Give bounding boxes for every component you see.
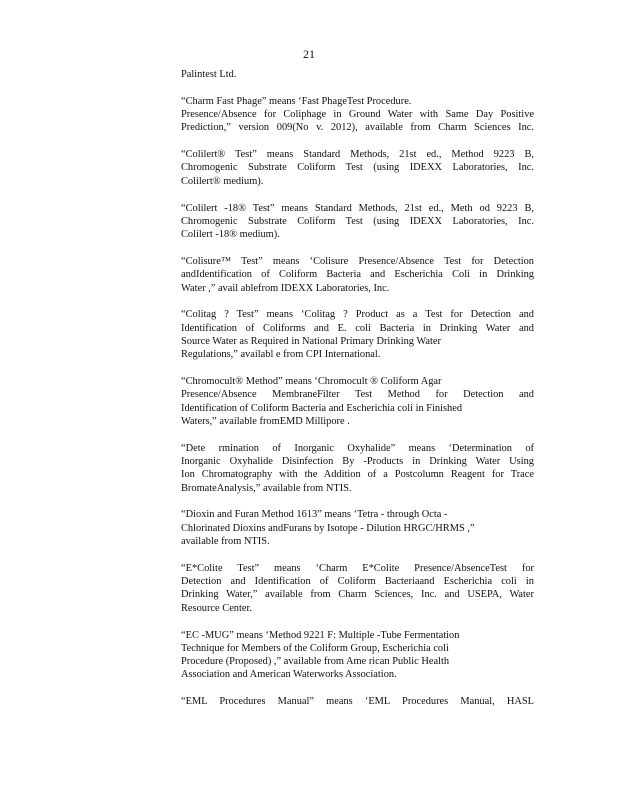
definition-line: Chromogenic Substrate Coliform Test (using IDEXX Laboratories, Inc. — [181, 215, 534, 227]
definition-line: Chlorinated Dioxins andFurans by Isotope - Dilution HRGC/HRMS ,” — [181, 522, 475, 534]
definition-entry — [181, 148, 534, 188]
definitions-list — [181, 68, 534, 722]
definition-line: Source Water as Required in National Primary Drinking Water — [181, 335, 441, 347]
definition-line: “EML Procedures Manual” means ‘EML Procedures Manual, HASL — [181, 696, 534, 708]
definition-entry — [181, 695, 534, 708]
definition-entry — [181, 442, 534, 495]
definition-line: Presence/Absence for Coliphage in Ground Water with Same Day Positive — [181, 109, 534, 121]
definition-line: “Colisure™ Test” means ‘Colisure Presence/Absence Test for Detection — [181, 255, 534, 267]
definition-entry — [181, 508, 534, 548]
definition-line: Chromogenic Substrate Coliform Test (using IDEXX Laboratories, Inc. — [181, 162, 534, 174]
definition-entry — [181, 629, 534, 682]
definition-line: “Chromocult® Method” means ‘Chromocult ® Coliform Agar — [181, 376, 442, 388]
definition-line: Technique for Members of the Coliform Group, Escherichia coli — [181, 642, 449, 654]
definition-line: “E*Colite Test” means ‘Charm E*Colite Presence/AbsenceTest for — [181, 562, 534, 574]
definition-line: Identification of Coliform Bacteria and Escherichia coli in Finished — [181, 402, 463, 414]
definition-line: Colilert® medium). — [181, 175, 264, 187]
definition-line: Waters,” available fromEMD Millipore . — [181, 415, 350, 427]
definition-line: Detection and Identification of Coliform Bacteriaand Escherichia coli in — [181, 576, 534, 588]
definition-line: Association and American Waterworks Association. — [181, 669, 397, 681]
definition-line: “Colitag ? Test” means ‘Colitag ? Product as a Test for Detection and — [181, 309, 534, 321]
definition-entry — [181, 68, 534, 81]
definition-line: “Colilert® Test” means Standard Methods, 21st ed., Method 9223 B, — [181, 149, 534, 161]
definition-entry — [181, 255, 534, 295]
definition-line: Ion Chromatography with the Addition of a Postcolumn Reagent for Trace — [181, 469, 534, 481]
definition-line: Identification of Coliforms and E. coli Bacteria in Drinking Water and — [181, 322, 534, 334]
definition-line: Presence/Absence MembraneFilter Test Method for Detection and — [181, 389, 534, 401]
page-number: 21 — [303, 47, 315, 61]
definition-line: BromateAnalysis,” available from NTIS. — [181, 482, 352, 494]
definition-line: Water ,” avail ablefrom IDEXX Laboratories, Inc. — [181, 282, 390, 294]
definition-entry — [181, 308, 534, 361]
definition-entry — [181, 562, 534, 615]
definition-line: Palintest Ltd. — [181, 69, 237, 80]
definition-entry — [181, 375, 534, 428]
definition-line: Inorganic Oxyhalide Disinfection By -Products in Drinking Water Using — [181, 456, 534, 468]
definition-entry — [181, 202, 534, 242]
definition-line: Drinking Water,” available from Charm Sciences, Inc. and USEPA, Water — [181, 589, 534, 601]
definition-line: “Dioxin and Furan Method 1613” means ‘Tetra - through Octa - — [181, 509, 448, 521]
definition-line: “EC -MUG” means ‘Method 9221 F: Multiple -Tube Fermentation — [181, 629, 460, 641]
definition-line: available from NTIS. — [181, 536, 270, 548]
definition-line: Resource Center. — [181, 602, 252, 614]
definition-line: Prediction,” version 009(No v. 2012), available from Charm Sciences Inc. — [181, 122, 534, 134]
definition-line: Colilert -18® medium). — [181, 229, 280, 241]
definition-line: “Charm Fast Phage” means ‘Fast PhageTest Procedure. — [181, 95, 412, 107]
definition-line: Regulations,” availabl e from CPI International. — [181, 349, 381, 361]
definition-line: “Colilert -18® Test” means Standard Methods, 21st ed., Meth od 9223 B, — [181, 202, 534, 214]
definition-line: andIdentification of Coliform Bacteria and Escherichia Coli in Drinking — [181, 269, 534, 281]
definition-line: Procedure (Proposed) ,” available from Ame rican Public Health — [181, 656, 450, 668]
definition-entry — [181, 95, 534, 135]
definition-line: “Dete rmination of Inorganic Oxyhalide” means ‘Determination of — [181, 442, 534, 454]
